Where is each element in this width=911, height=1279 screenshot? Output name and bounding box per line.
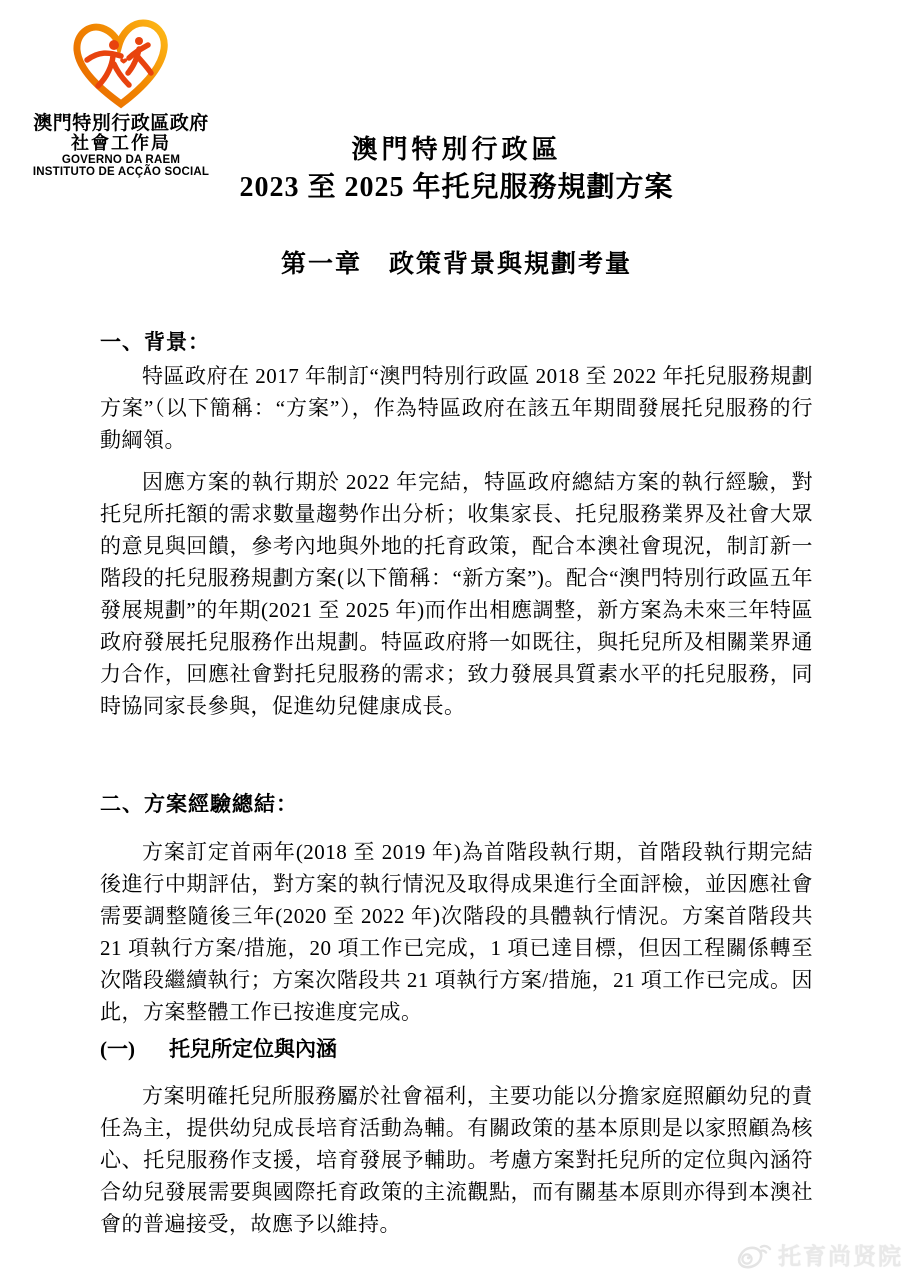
subsection-1-heading [100, 1033, 813, 1063]
agency-name-zh-line1: 澳門特別行政區政府 [33, 113, 209, 134]
agency-name-pt-line1: GOVERNO DA RAEM [61, 153, 181, 166]
section-2-paragraph-1: 方案訂定首兩年(2018 至 2019 年)為首階段執行期，首階段執行期完結後進行中期評估，對方案的執行情況及取得成果進行全面評檢，並因應社會需要調整隨後三年(2020 至 2022 年)次階段的具體執行情況。方案首階段共 21 項執行方案/措施，20 項工作已完成，1 項已達目標，但因工程關係轉至次階段繼續執行；方案次階段共 21 項執行方案/措施，21 項工作已完成。因此，方案整體工作已按進度完成。 [100, 840, 813, 1024]
section-1-paragraph-1: 特區政府在 2017 年制訂“澳門特別行政區 2018 至 2022 年托兒服務規劃方案”（以下簡稱：“方案”），作為特區政府在該五年期間發展托兒服務的行動綱領。 [100, 364, 813, 452]
chapter-heading: 第一章 政策背景與規劃考量 [280, 251, 632, 278]
agency-name-pt-line2: INSTITUTO DE ACÇÃO SOCIAL [32, 166, 210, 179]
agency-name-zh-line2: 社會工作局 [71, 132, 171, 153]
section-1-heading: 一、背景： [100, 330, 210, 354]
section-1-paragraph-2: 因應方案的執行期於 2022 年完結，特區政府總結方案的執行經驗，對托兒所托額的需求數量趨勢作出分析；收集家長、托兒服務業界及社會大眾的意見與回饋，參考內地與外地的托育政策，配合本澳社會現況，制訂新一階段的托兒服務規劃方案(以下簡稱：“新方案”)。配合“澳門特別行政區五年發展規劃”的年期(2021 至 2025 年)而作出相應調整，新方案為未來三年特區政府發展托兒服務作出規劃。特區政府將一如既往，與托兒所及相關業界通力合作，回應社會對托兒服務的需求；致力發展具質素水平的托兒服務，同時協同家長參與，促進幼兒健康成長。 [100, 470, 813, 718]
section-2-heading: 二、方案經驗總結： [100, 792, 298, 816]
subsection-1-paragraph-1: 方案明確托兒所服務屬於社會福利，主要功能以分擔家庭照顧幼兒的責任為主，提供幼兒成長培育活動為輔。有關政策的基本原則是以家照顧為核心、托兒服務作支援，培育發展予輔助。考慮方案對托兒所的定位與內涵符合幼兒發展需要與國際托育政策的主流觀點，而有關基本原則亦得到本澳社會的普遍接受，故應予以維持。 [100, 1084, 813, 1236]
document-title-line2: 2023 至 2025 年托兒服務規劃方案 [239, 171, 674, 203]
subsection-1-number: (一) [100, 1037, 135, 1061]
subsection-1-title: 托兒所定位與內涵 [169, 1037, 337, 1061]
weibo-icon [737, 1240, 773, 1270]
social-welfare-bureau-logo-icon [67, 16, 175, 110]
document-title [100, 134, 813, 205]
watermark [737, 1238, 903, 1271]
document-title-line1: 澳門特別行政區 [351, 135, 562, 164]
watermark-text: 托育尚贤院 [778, 1243, 903, 1269]
